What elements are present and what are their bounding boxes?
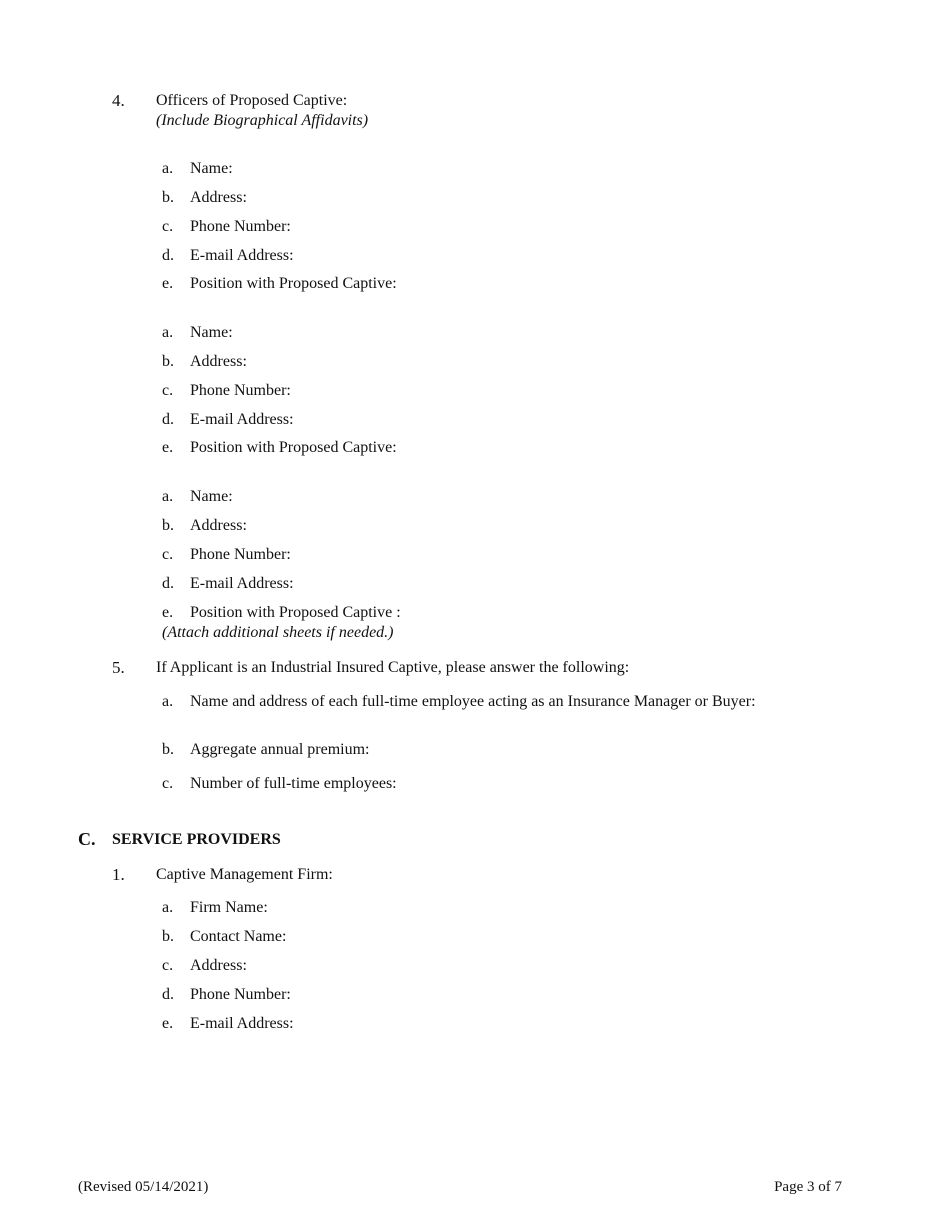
item-5-title: If Applicant is an Industrial Insured Captive, please answer the following: <box>156 659 630 676</box>
officer-1-name-label: Name: <box>190 160 233 177</box>
officer-1-field-letter: e. <box>162 275 174 292</box>
item-4-number: 4. <box>112 91 125 110</box>
section-c-title: SERVICE PROVIDERS <box>112 831 281 848</box>
officer-2-phone-label: Phone Number: <box>190 382 291 399</box>
officer-3-field-letter: e. <box>162 604 174 621</box>
officer-1-field-letter: b. <box>162 189 174 206</box>
firm-email-label: E-mail Address: <box>190 1015 294 1032</box>
officer-3-field-letter: b. <box>162 517 174 534</box>
officer-1-phone-label: Phone Number: <box>190 218 291 235</box>
item-c1-field-letter: a. <box>162 899 174 916</box>
item-c1-title: Captive Management Firm: <box>156 866 333 883</box>
item-5-field-letter: b. <box>162 741 174 758</box>
officer-3-field-letter: a. <box>162 488 174 505</box>
officer-2-field-letter: d. <box>162 411 174 428</box>
firm-phone-label: Phone Number: <box>190 986 291 1003</box>
officer-2-address-label: Address: <box>190 353 247 370</box>
officer-2-field-letter: b. <box>162 353 174 370</box>
item-5-number: 5. <box>112 658 125 677</box>
officer-3-email-label: E-mail Address: <box>190 575 294 592</box>
employee-count-label: Number of full-time employees: <box>190 775 397 792</box>
officer-3-field-letter: c. <box>162 546 174 563</box>
officer-1-field-letter: c. <box>162 218 174 235</box>
officer-2-field-letter: a. <box>162 324 174 341</box>
officer-2-name-label: Name: <box>190 324 233 341</box>
item-c1-field-letter: c. <box>162 957 174 974</box>
officer-3-phone-label: Phone Number: <box>190 546 291 563</box>
item-4-title: Officers of Proposed Captive: <box>156 92 348 109</box>
item-5-field-letter: c. <box>162 775 174 792</box>
revision-date: (Revised 05/14/2021) <box>78 1179 209 1195</box>
officer-2-email-label: E-mail Address: <box>190 411 294 428</box>
item-5-field-letter: a. <box>162 693 174 710</box>
section-c-letter: C. <box>78 829 96 849</box>
officer-3-field-letter: d. <box>162 575 174 592</box>
firm-name-label: Firm Name: <box>190 899 268 916</box>
officer-1-field-letter: a. <box>162 160 174 177</box>
item-c1-number: 1. <box>112 865 125 884</box>
officer-2-field-letter: e. <box>162 439 174 456</box>
aggregate-premium-label: Aggregate annual premium: <box>190 741 370 758</box>
contact-name-label: Contact Name: <box>190 928 287 945</box>
item-c1-field-letter: d. <box>162 986 174 1003</box>
attach-sheets-note: (Attach additional sheets if needed.) <box>162 624 394 641</box>
officer-2-position-label: Position with Proposed Captive: <box>190 439 397 456</box>
officer-2-field-letter: c. <box>162 382 174 399</box>
insurance-manager-label: Name and address of each full-time employee acting as an Insurance Manager or Buyer: <box>190 693 756 710</box>
item-4-note: (Include Biographical Affidavits) <box>156 112 369 129</box>
item-c1-field-letter: e. <box>162 1015 174 1032</box>
officer-1-field-letter: d. <box>162 247 174 264</box>
officer-3-address-label: Address: <box>190 517 247 534</box>
officer-1-position-label: Position with Proposed Captive: <box>190 275 397 292</box>
item-c1-field-letter: b. <box>162 928 174 945</box>
officer-3-position-label: Position with Proposed Captive : <box>190 604 401 621</box>
officer-1-email-label: E-mail Address: <box>190 247 294 264</box>
firm-address-label: Address: <box>190 957 247 974</box>
page-number: Page 3 of 7 <box>774 1179 842 1195</box>
officer-1-address-label: Address: <box>190 189 247 206</box>
officer-3-name-label: Name: <box>190 488 233 505</box>
